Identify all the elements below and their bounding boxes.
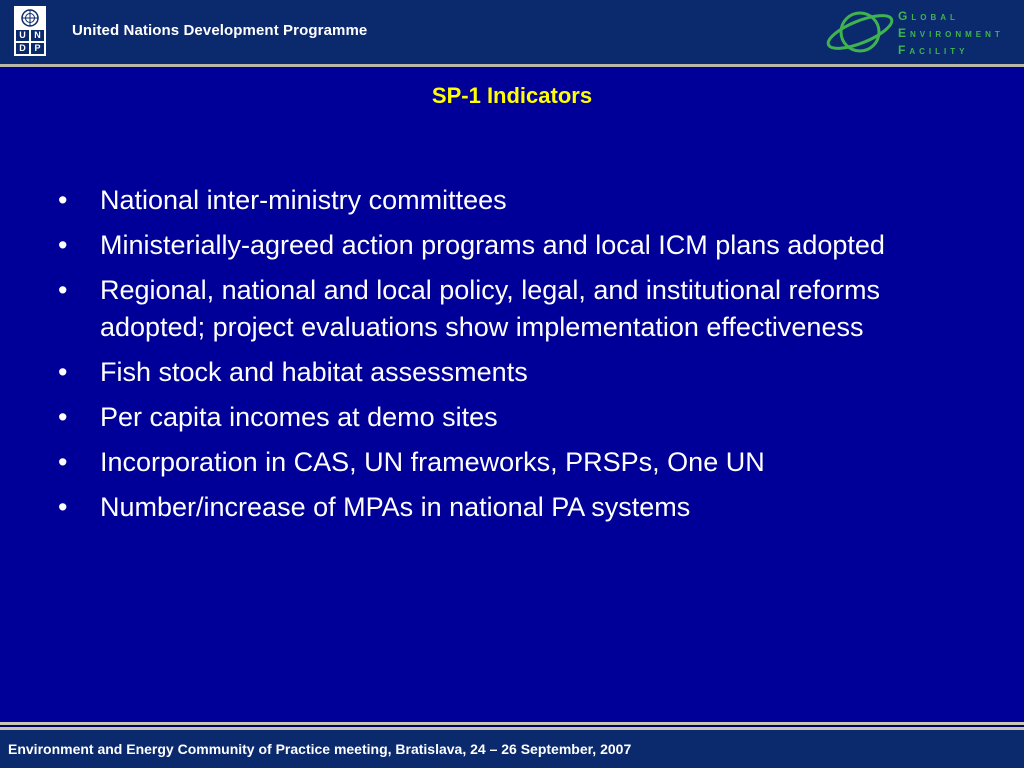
un-emblem-icon xyxy=(18,8,42,28)
bullet-text: National inter-ministry committees xyxy=(100,185,507,215)
bullet-icon: • xyxy=(58,275,68,305)
bullet-text: Fish stock and habitat assessments xyxy=(100,357,528,387)
bullet-text: Per capita incomes at demo sites xyxy=(100,402,498,432)
bullet-item xyxy=(56,489,986,526)
bullet-item xyxy=(56,444,986,481)
footer-divider xyxy=(0,722,1024,730)
bullet-icon: • xyxy=(58,492,68,522)
bullet-text: Number/increase of MPAs in national PA systems xyxy=(100,492,691,522)
footer-bar xyxy=(0,730,1024,768)
gef-globe-icon xyxy=(824,6,896,58)
bullet-icon: • xyxy=(58,357,68,387)
footer-caption: Environment and Energy Community of Practice meeting, Bratislava, 24 – 26 September, 2007 xyxy=(8,741,632,757)
bullet-item xyxy=(56,182,986,219)
bullet-icon: • xyxy=(58,447,68,477)
bullet-text: Ministerially-agreed action programs and local ICM plans adopted xyxy=(100,230,885,260)
gef-word: Environment xyxy=(898,26,1004,40)
bullet-item xyxy=(56,272,986,346)
bullet-item xyxy=(56,354,986,391)
bullet-icon: • xyxy=(58,402,68,432)
organization-name: United Nations Development Programme xyxy=(72,22,368,39)
undp-letters xyxy=(16,30,44,54)
bullet-text: Regional, national and local policy, legal, and institutional reforms adopted; project evaluations show implementation effectiveness xyxy=(100,275,880,342)
gef-word: Global xyxy=(898,9,959,23)
undp-letter: U xyxy=(16,30,29,41)
bullet-icon: • xyxy=(58,185,68,215)
undp-logo xyxy=(14,6,46,56)
gef-word: Facility xyxy=(898,43,969,57)
slide-title: SP-1 Indicators xyxy=(431,83,593,108)
undp-letter: D xyxy=(16,43,29,54)
bullet-icon: • xyxy=(58,230,68,260)
header-divider xyxy=(0,64,1024,67)
undp-letter: P xyxy=(31,43,44,54)
header-bar xyxy=(0,0,1024,64)
bullet-item xyxy=(56,227,986,264)
undp-letter: N xyxy=(31,30,44,41)
bullet-list xyxy=(56,182,986,534)
gef-wordmark xyxy=(898,8,1024,59)
bullet-item xyxy=(56,399,986,436)
bullet-text: Incorporation in CAS, UN frameworks, PRSPs, One UN xyxy=(100,447,765,477)
